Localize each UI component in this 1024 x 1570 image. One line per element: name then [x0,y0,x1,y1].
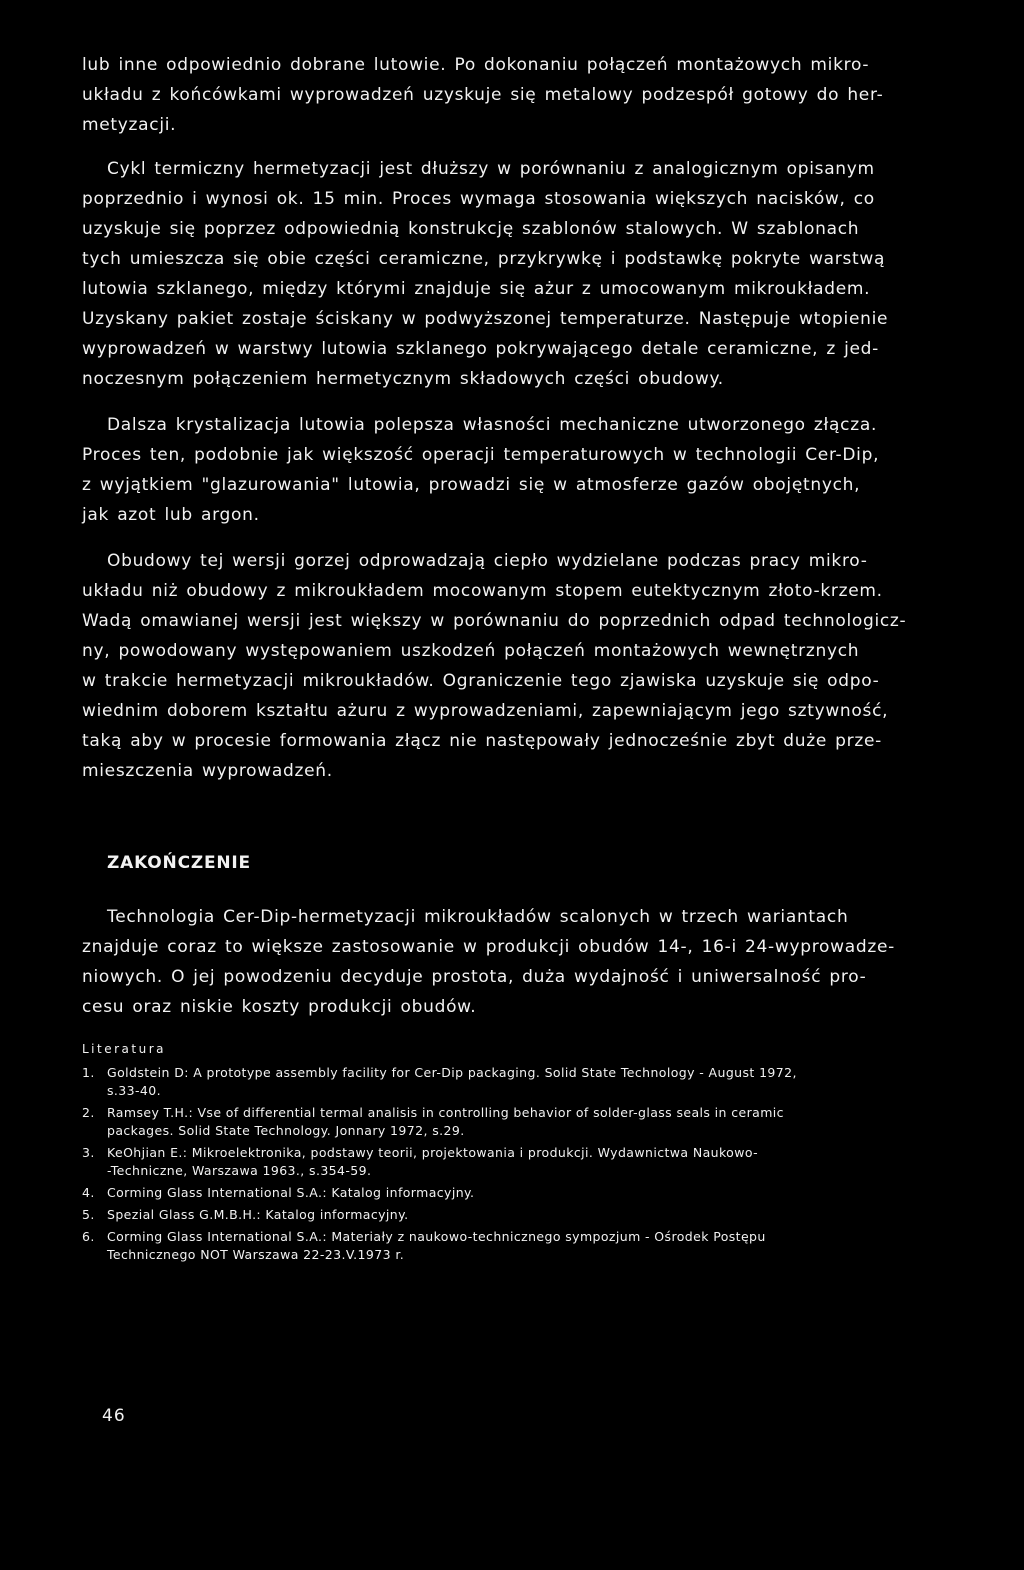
reference-item [82,1104,952,1140]
reference-line: Corming Glass International S.A.: Materiały z naukowo-technicznego sympozjum - Ośrodek Postępu [107,1229,766,1244]
text-line: ny, powodowany występowaniem uszkodzeń połączeń montażowych wewnętrznych [82,641,860,661]
text-line: układu niż obudowy z mikroukładem mocowanym stopem eutektycznym złoto-krzem. [82,581,883,601]
reference-number: 3. [82,1145,95,1160]
text-line: Technologia Cer-Dip-hermetyzacji mikroukładów scalonych w trzech wariantach [107,907,849,927]
reference-item [82,1144,952,1180]
text-line: znajduje coraz to większe zastosowanie w produkcji obudów 14-, 16-i 24-wyprowadze- [82,937,895,957]
paragraph-3 [82,410,952,530]
text-line: Dalsza krystalizacja lutowia polepsza własności mechaniczne utworzonego złącza. [107,415,878,435]
text-line: uzyskuje się poprzez odpowiednią konstrukcję szablonów stalowych. W szablonach [82,219,860,239]
reference-item [82,1064,952,1100]
text-line: Uzyskany pakiet zostaje ściskany w podwyższonej temperaturze. Następuje wtopienie [82,309,889,329]
reference-item [82,1228,952,1264]
text-line: jak azot lub argon. [82,505,260,525]
text-line: wyprowadzeń w warstwy lutowia szklanego pokrywającego detale ceramiczne, z jed- [82,339,879,359]
page-number: 46 [102,1406,126,1426]
reference-number: 2. [82,1105,95,1120]
paragraph-1 [82,50,952,140]
text-line: tych umieszcza się obie części ceramiczne, przykrywkę i podstawkę pokryte warstwą [82,249,886,269]
reference-line: packages. Solid State Technology. Jonnary 1972, s.29. [107,1123,465,1138]
reference-line: s.33-40. [107,1083,161,1098]
text-line: mieszczenia wyprowadzeń. [82,761,333,781]
text-line: Obudowy tej wersji gorzej odprowadzają ciepło wydzielane podczas pracy mikro- [107,551,868,571]
text-line: Proces ten, podobnie jak większość operacji temperaturowych w technologii Cer-Dip, [82,445,880,465]
text-line: noczesnym połączeniem hermetycznym składowych części obudowy. [82,369,724,389]
reference-list [82,1064,952,1264]
reference-line: KeOhjian E.: Mikroelektronika, podstawy teorii, projektowania i produkcji. Wydawnictwa Naukowo- [107,1145,759,1160]
reference-number: 6. [82,1229,95,1244]
text-line: wiednim doborem kształtu ażuru z wyprowadzeniami, zapewniającym jego sztywność, [82,701,889,721]
text-line: Wadą omawianej wersji jest większy w porównaniu do poprzednich odpad technologicz- [82,611,907,631]
text-line: poprzednio i wynosi ok. 15 min. Proces wymaga stosowania większych nacisków, co [82,189,875,209]
text-line: z wyjątkiem "glazurowania" lutowia, prowadzi się w atmosferze gazów obojętnych, [82,475,861,495]
reference-number: 4. [82,1185,95,1200]
conclusion-paragraph [82,902,952,1022]
reference-line: -Techniczne, Warszawa 1963., s.354-59. [107,1163,372,1178]
reference-line: Goldstein D: A prototype assembly facility for Cer-Dip packaging. Solid State Technology - August 1972, [107,1065,797,1080]
reference-line: Technicznego NOT Warszawa 22-23.V.1973 r. [107,1247,405,1262]
reference-number: 1. [82,1065,95,1080]
text-line: cesu oraz niskie koszty produkcji obudów. [82,997,477,1017]
text-line: taką aby w procesie formowania złącz nie następowały jednocześnie zbyt duże prze- [82,731,882,751]
section-heading: ZAKOŃCZENIE [107,853,251,873]
paragraph-2 [82,154,952,394]
reference-number: 5. [82,1207,95,1222]
paragraph-4 [82,546,952,786]
literature-label: Literatura [82,1042,166,1056]
reference-item [82,1206,952,1224]
reference-line: Spezial Glass G.M.B.H.: Katalog informacyjny. [107,1207,409,1222]
text-line: w trakcie hermetyzacji mikroukładów. Ograniczenie tego zjawiska uzyskuje się odpo- [82,671,880,691]
text-line: Cykl termiczny hermetyzacji jest dłuższy w porównaniu z analogicznym opisanym [107,159,875,179]
text-line: lutowia szklanego, między którymi znajduje się ażur z umocowanym mikroukładem. [82,279,871,299]
reference-line: Ramsey T.H.: Vse of differential termal analisis in controlling behavior of solder-glass seals in ceramic [107,1105,784,1120]
reference-item [82,1184,952,1202]
reference-line: Corming Glass International S.A.: Katalog informacyjny. [107,1185,475,1200]
text-line: niowych. O jej powodzeniu decyduje prostota, duża wydajność i uniwersalność pro- [82,967,867,987]
document-page [82,50,952,1277]
text-line: lub inne odpowiednio dobrane lutowie. Po dokonaniu połączeń montażowych mikro- [82,55,870,75]
text-line: metyzacji. [82,115,177,135]
text-line: układu z końcówkami wyprowadzeń uzyskuje się metalowy podzespół gotowy do her- [82,85,884,105]
